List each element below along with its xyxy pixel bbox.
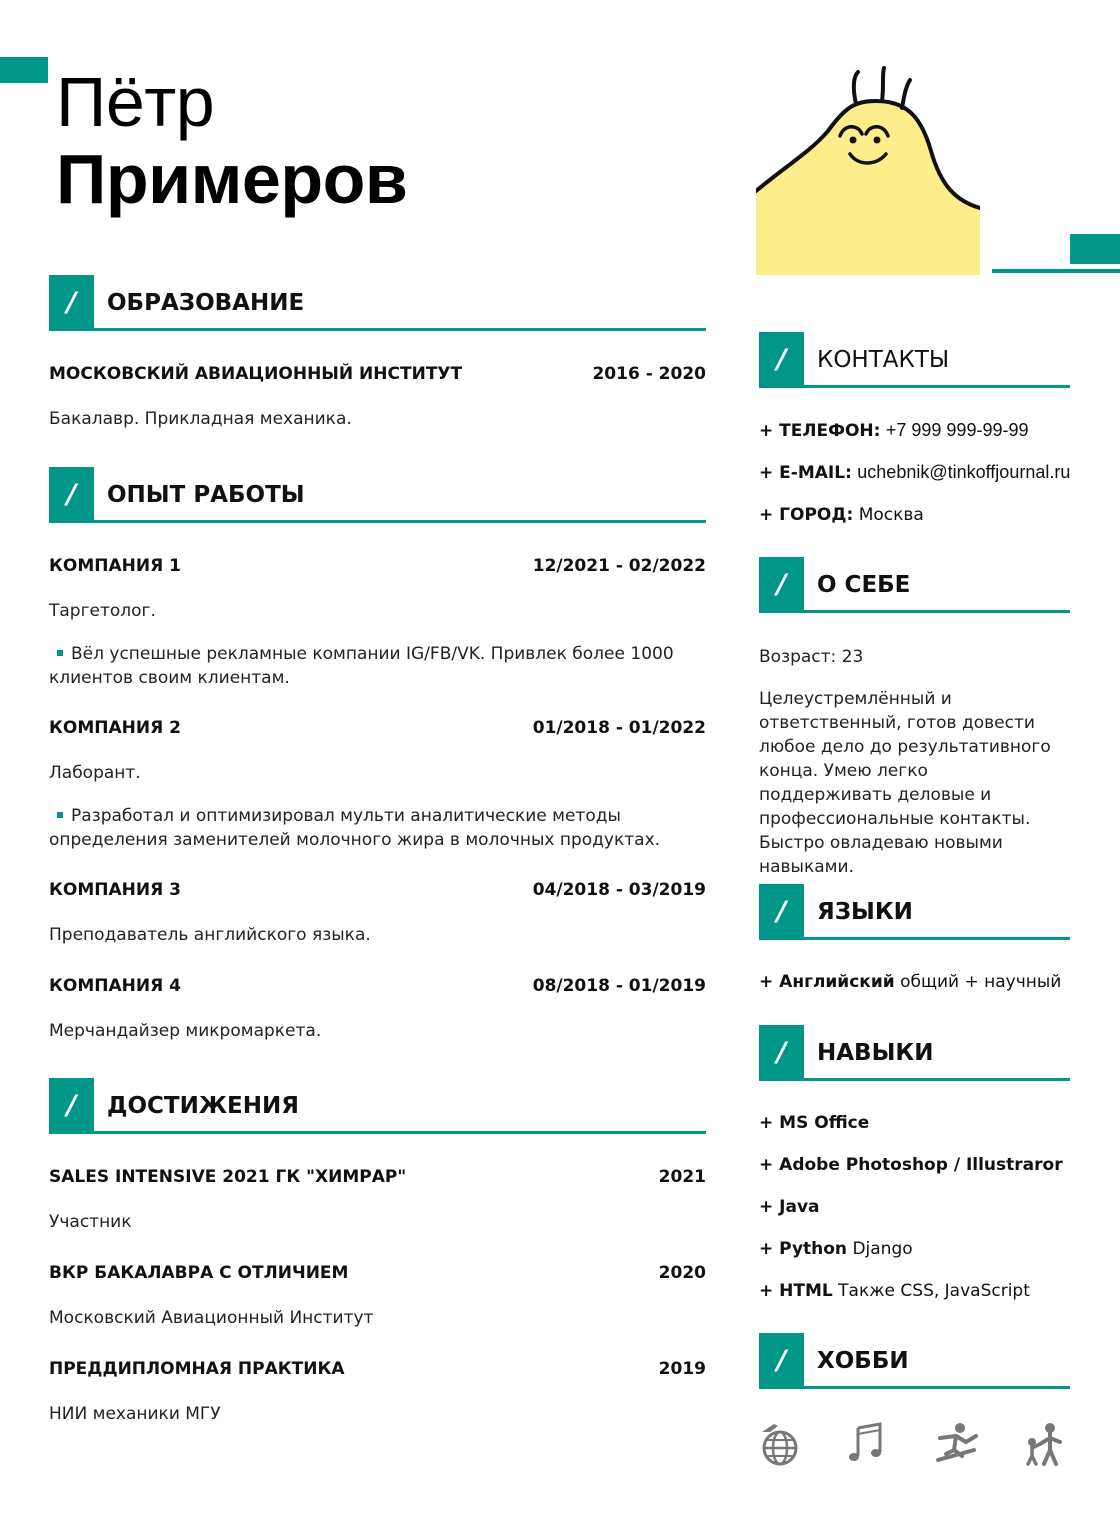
avatar-blob-icon: [756, 56, 980, 275]
job-title: КОМПАНИЯ 2: [49, 718, 181, 738]
section-title: НАВЫКИ: [817, 1040, 934, 1066]
section-title: О СЕБЕ: [817, 572, 911, 598]
slash-marker: /: [759, 884, 804, 940]
job-title: КОМПАНИЯ 4: [49, 976, 181, 996]
job-date: 04/2018 - 03/2019: [532, 880, 706, 900]
achievement-date: 2019: [658, 1359, 706, 1379]
section-title: ХОББИ: [817, 1348, 909, 1374]
about-age: Возраст: 23: [759, 647, 864, 667]
job-date: 12/2021 - 02/2022: [532, 556, 706, 576]
contact-email-value: uchebnik@tinkoffjournal.ru: [857, 462, 1071, 482]
skill-item: [759, 1113, 869, 1133]
corner-accent-right-line: [992, 269, 1120, 273]
slash-marker: /: [49, 467, 94, 523]
section-skills-header: [759, 1025, 1070, 1081]
section-contacts-header: [759, 332, 1070, 388]
slash-marker: /: [759, 557, 804, 613]
section-underline: [94, 520, 706, 523]
language-level: общий + научный: [900, 972, 1062, 992]
education-title: МОСКОВСКИЙ АВИАЦИОННЫЙ ИНСТИТУТ: [49, 364, 463, 384]
section-about-header: [759, 557, 1070, 613]
achievement-title: ПРЕДДИПЛОМНАЯ ПРАКТИКА: [49, 1359, 345, 1379]
achievement-date: 2021: [658, 1167, 706, 1187]
corner-accent-top-left: [0, 57, 48, 83]
section-title: ОПЫТ РАБОТЫ: [107, 482, 305, 508]
family-icon: [1020, 1420, 1068, 1468]
job-title: КОМПАНИЯ 1: [49, 556, 181, 576]
section-title: КОНТАКТЫ: [817, 347, 950, 373]
music-notes-icon: [844, 1420, 892, 1468]
job-bullet-text: Разработал и оптимизировал мульти аналитические методы определения заменителей молочного жира в молочных продуктах.: [49, 806, 661, 850]
section-title: ЯЗЫКИ: [817, 899, 913, 925]
language-name: + Английский: [759, 972, 895, 992]
skill-name: + Adobe Photoshop / Illustraror: [759, 1155, 1063, 1175]
skill-item: [759, 1281, 1030, 1301]
language-item: [759, 972, 1061, 992]
travel-globe-icon: [756, 1420, 804, 1468]
skill-extra: Также CSS, JavaScript: [838, 1281, 1030, 1301]
contact-phone: [759, 420, 1028, 441]
slash-marker: /: [49, 1078, 94, 1134]
slash-marker: /: [759, 332, 804, 388]
snowboard-icon: [932, 1420, 980, 1468]
bullet-marker: [57, 650, 63, 656]
skill-name: + HTML: [759, 1281, 833, 1301]
achievement-desc: Участник: [49, 1212, 132, 1232]
section-experience-header: [49, 467, 706, 523]
skill-name: + Python: [759, 1239, 848, 1259]
section-hobbies-header: [759, 1333, 1070, 1389]
avatar: [756, 56, 980, 275]
job-role: Преподаватель английского языка.: [49, 925, 371, 945]
last-name: Примеров: [56, 140, 408, 218]
job-title: КОМПАНИЯ 3: [49, 880, 181, 900]
first-name: Пётр: [56, 63, 215, 141]
contact-city-value: Москва: [858, 505, 924, 525]
section-underline: [804, 610, 1070, 613]
section-title: ОБРАЗОВАНИЕ: [107, 290, 305, 316]
corner-accent-right-block: [1070, 234, 1120, 264]
section-achievements-header: [49, 1078, 706, 1134]
achievement-desc: Московский Авиационный Институт: [49, 1308, 374, 1328]
education-desc: Бакалавр. Прикладная механика.: [49, 409, 352, 429]
section-underline: [804, 937, 1070, 940]
section-underline: [94, 1131, 706, 1134]
job-bullet: [49, 642, 689, 690]
contact-city-label: + ГОРОД:: [759, 505, 854, 525]
achievement-date: 2020: [658, 1263, 706, 1283]
section-education-header: [49, 275, 706, 331]
achievement-title: ВКР БАКАЛАВРА С ОТЛИЧИЕМ: [49, 1263, 349, 1283]
job-date: 01/2018 - 01/2022: [532, 718, 706, 738]
skill-name: + MS Office: [759, 1113, 870, 1133]
section-underline: [94, 328, 706, 331]
skill-item: [759, 1197, 820, 1217]
job-bullet-text: Вёл успешные рекламные компании IG/FB/VK. Привлек более 1000 клиентов своим клиентам.: [49, 644, 674, 688]
slash-marker: /: [759, 1333, 804, 1389]
bullet-marker: [57, 812, 63, 818]
section-underline: [804, 1078, 1070, 1081]
contact-email: [759, 462, 1070, 483]
job-role: Таргетолог.: [49, 601, 156, 621]
contact-email-label: + E-MAIL:: [759, 463, 852, 483]
achievement-title: SALES INTENSIVE 2021 ГК "ХИМРАР": [49, 1167, 407, 1187]
section-underline: [804, 385, 1070, 388]
section-languages-header: [759, 884, 1070, 940]
achievement-desc: НИИ механики МГУ: [49, 1404, 221, 1424]
skill-item: [759, 1239, 913, 1259]
job-role: Лаборант.: [49, 763, 141, 783]
education-date: 2016 - 2020: [592, 364, 706, 384]
about-text: Целеустремлённый и ответственный, готов довести любое дело до результативного конца. Умею легко поддерживать деловые и профессиональные контакты. Быстро овладеваю новыми навыками.: [759, 689, 1051, 877]
section-title: ДОСТИЖЕНИЯ: [107, 1093, 299, 1119]
contact-city: [759, 505, 924, 525]
skill-item: [759, 1155, 1063, 1175]
contact-phone-value: +7 999 999-99-99: [885, 420, 1029, 440]
job-date: 08/2018 - 01/2019: [532, 976, 706, 996]
job-bullet: [49, 804, 689, 852]
job-role: Мерчандайзер микромаркета.: [49, 1021, 322, 1041]
slash-marker: /: [49, 275, 94, 331]
slash-marker: /: [759, 1025, 804, 1081]
contact-phone-label: + ТЕЛЕФОН:: [759, 421, 881, 441]
skill-name: + Java: [759, 1197, 820, 1217]
skill-extra: Django: [852, 1239, 913, 1259]
section-underline: [804, 1386, 1070, 1389]
